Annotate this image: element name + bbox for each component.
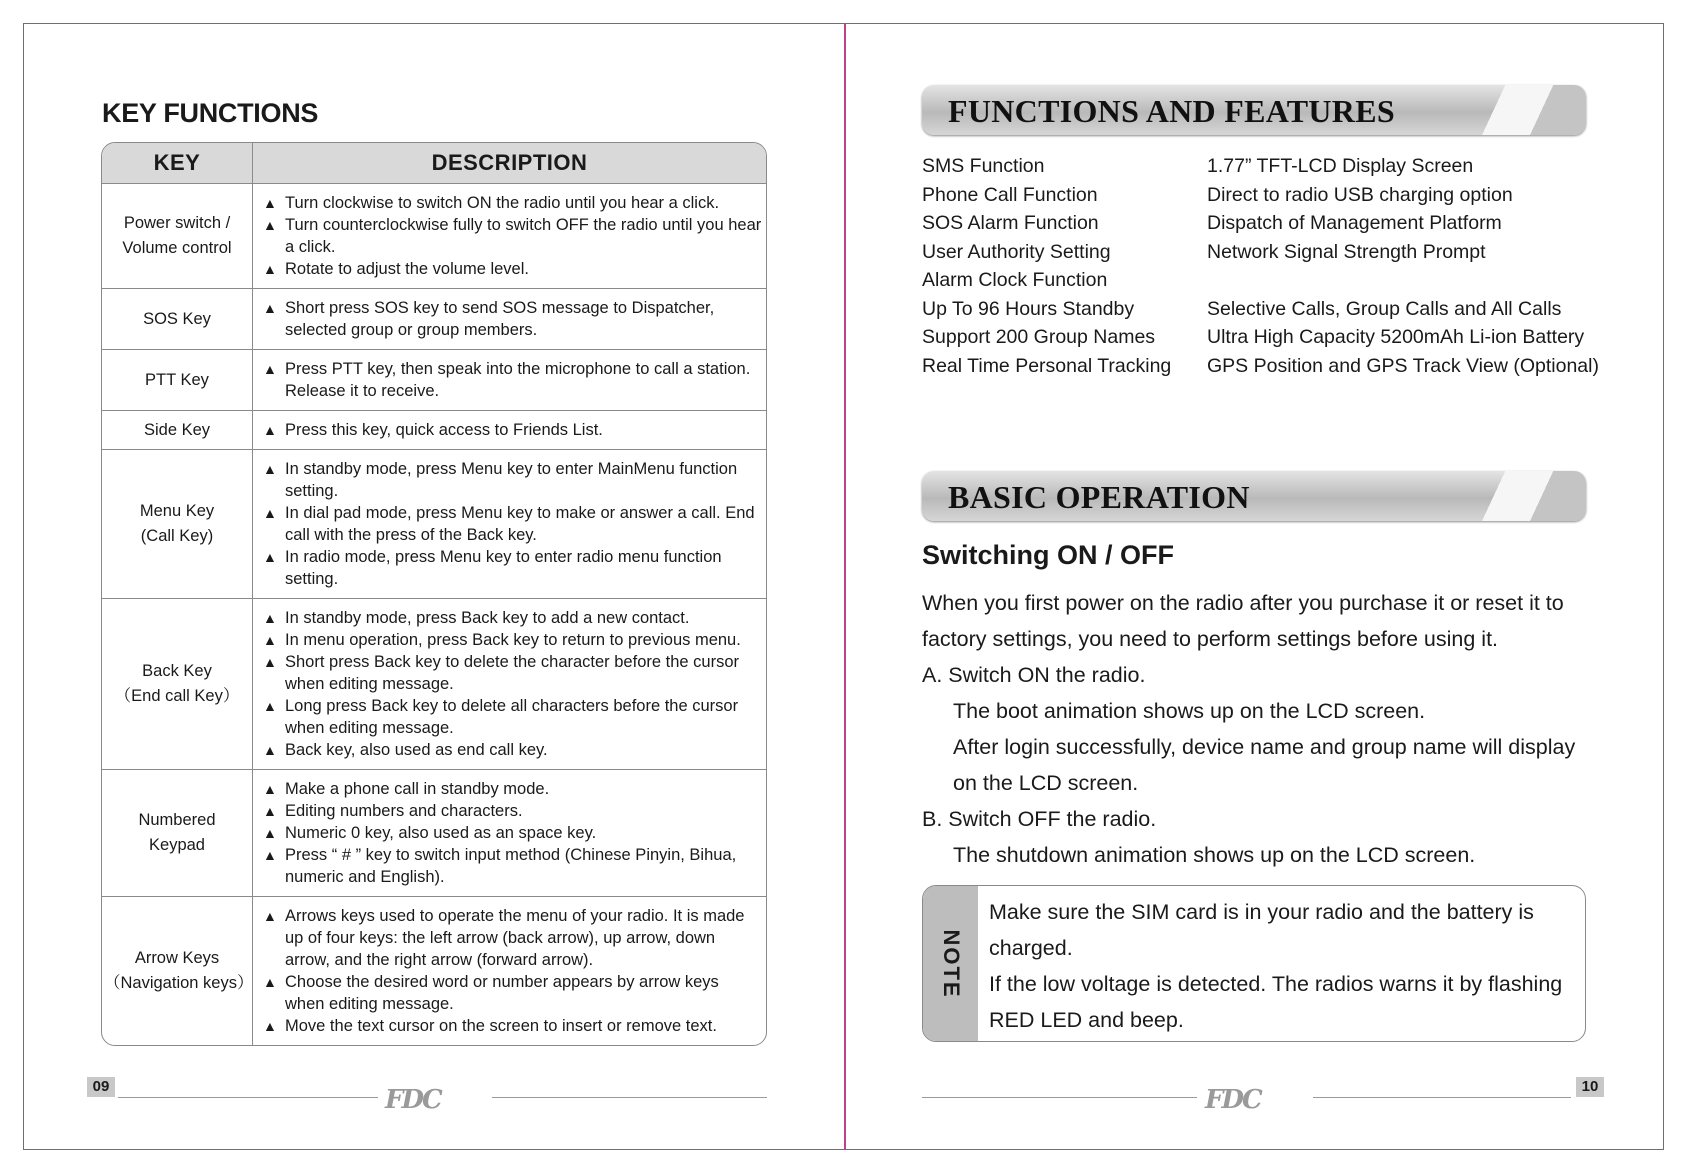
note-line: If the low voltage is detected. The radios warns it by flashing [989,972,1563,996]
triangle-bullet-icon: ▲ [263,781,277,797]
triangle-bullet-icon: ▲ [263,1018,277,1034]
description-bullet [263,358,762,402]
bullet-text: Press this key, quick access to Friends List. [285,421,603,439]
triangle-bullet-icon: ▲ [263,195,277,211]
description-bullet [263,822,762,844]
key-name-cell: Side Key [102,411,253,450]
triangle-bullet-icon: ▲ [263,361,277,377]
footer-rule-left-a [118,1097,378,1098]
description-bullet [263,546,762,590]
description-bullet [263,419,762,441]
description-bullet [263,192,762,214]
bullet-text: Short press SOS key to send SOS message to Dispatcher, selected group or group members. [285,299,715,339]
triangle-bullet-icon: ▲ [263,505,277,521]
note-line: Make sure the SIM card is in your radio and the battery is [989,900,1534,924]
feature-item: Direct to radio USB charging option [1207,183,1513,206]
description-bullet [263,502,762,546]
instruction-line: The boot animation shows up on the LCD screen. [953,699,1426,723]
table-row [102,184,766,289]
bullet-text: Turn clockwise to switch ON the radio until you hear a click. [285,194,720,212]
instruction-line: B. Switch OFF the radio. [922,807,1157,831]
triangle-bullet-icon: ▲ [263,803,277,819]
features-column-1 [922,152,1171,380]
key-description-cell [253,184,766,289]
table-row [102,411,766,450]
key-description-cell [253,350,766,411]
key-description-cell [253,411,766,450]
bullet-text: Turn counterclockwise fully to switch OFF the radio until you hear a click. [285,216,762,256]
key-name-cell: Power switch / Volume control [102,184,253,289]
brand-logo-left: FDC [385,1085,441,1115]
banner-decoration [1476,85,1586,135]
page-divider [844,23,846,1150]
table-row [102,350,766,411]
description-bullet [263,971,762,1015]
key-name-cell: SOS Key [102,289,253,350]
key-description-cell [253,289,766,350]
description-bullet [263,800,762,822]
key-functions-table [101,142,767,1046]
key-name-cell: Numbered Keypad [102,770,253,897]
key-description-cell [253,450,766,599]
key-name-cell: PTT Key [102,350,253,411]
bullet-text: In radio mode, press Menu key to enter radio menu function setting. [285,548,722,588]
key-functions-title: KEY FUNCTIONS [102,98,319,128]
footer-rule-left-b [492,1097,767,1098]
bullet-text: Move the text cursor on the screen to insert or remove text. [285,1017,717,1035]
triangle-bullet-icon: ▲ [263,261,277,277]
triangle-bullet-icon: ▲ [263,632,277,648]
bullet-text: Numeric 0 key, also used as an space key. [285,824,597,842]
basic-operation-banner-title: BASIC OPERATION [948,479,1250,515]
feature-item: Alarm Clock Function [922,269,1108,291]
feature-item: Dispatch of Management Platform [1207,212,1502,234]
feature-item: Support 200 Group Names [922,326,1156,348]
footer-rule-right-b [1313,1097,1571,1098]
feature-item: 1.77” TFT-LCD Display Screen [1207,155,1474,177]
key-name-cell: Arrow Keys （Navigation keys） [102,897,253,1045]
bullet-text: Editing numbers and characters. [285,802,523,820]
triangle-bullet-icon: ▲ [263,422,277,438]
page-number-right: 10 [1576,1077,1604,1097]
triangle-bullet-icon: ▲ [263,974,277,990]
page-number-left: 09 [87,1077,115,1097]
bullet-text: Press PTT key, then speak into the microphone to call a station. Release it to receive. [285,360,751,400]
triangle-bullet-icon: ▲ [263,610,277,626]
banner-decoration [1476,471,1586,521]
bullet-text: Short press Back key to delete the character before the cursor when editing message. [285,653,739,693]
triangle-bullet-icon: ▲ [263,742,277,758]
description-column-header: DESCRIPTION [253,143,766,184]
instruction-line: After login successfully, device name and group name will display [953,735,1576,759]
description-bullet [263,651,762,695]
basic-operation-banner [922,471,1586,521]
description-bullet [263,1015,762,1037]
bullet-text: Make a phone call in standby mode. [285,780,550,798]
bullet-text: In menu operation, press Back key to return to previous menu. [285,631,741,649]
feature-item: Up To 96 Hours Standby [922,297,1135,320]
bullet-text: Arrows keys used to operate the menu of your radio. It is made up of four keys: the left arrow (back arrow), up arrow, down arrow, and the right arrow (forward arrow). [285,907,745,969]
note-tab [923,886,978,1041]
feature-item: User Authority Setting [922,240,1111,263]
description-bullet [263,778,762,800]
note-label: NOTE [938,928,964,999]
table-row [102,770,766,897]
feature-item: Network Signal Strength Prompt [1207,240,1486,263]
description-bullet [263,905,762,971]
feature-item: SMS Function [922,155,1045,177]
bullet-text: Rotate to adjust the volume level. [285,260,529,278]
triangle-bullet-icon: ▲ [263,300,277,316]
triangle-bullet-icon: ▲ [263,217,277,233]
description-bullet [263,607,762,629]
bullet-text: Back key, also used as end call key. [285,741,548,759]
description-bullet [263,629,762,651]
feature-item: Phone Call Function [922,183,1098,206]
triangle-bullet-icon: ▲ [263,847,277,863]
feature-item: SOS Alarm Function [922,212,1099,234]
key-name-cell: Menu Key (Call Key) [102,450,253,599]
description-bullet [263,258,762,280]
key-description-cell [253,770,766,897]
description-bullet [263,739,762,761]
triangle-bullet-icon: ▲ [263,825,277,841]
brand-logo-right: FDC [1205,1085,1261,1115]
instruction-line: When you first power on the radio after you purchase it or reset it to [922,591,1564,615]
feature-item: Real Time Personal Tracking [922,354,1172,377]
triangle-bullet-icon: ▲ [263,654,277,670]
switching-title: Switching ON / OFF [922,540,1174,570]
instruction-line: factory settings, you need to perform settings before using it. [922,627,1499,651]
description-bullet [263,297,762,341]
features-banner [922,85,1586,135]
bullet-text: In standby mode, press Back key to add a new contact. [285,609,690,627]
switching-instructions [922,585,1602,873]
feature-item: GPS Position and GPS Track View (Optional) [1207,354,1599,377]
features-banner-title: FUNCTIONS AND FEATURES [948,93,1395,129]
description-bullet [263,214,762,258]
footer-rule-right-a [922,1097,1197,1098]
key-column-header: KEY [102,143,253,184]
bullet-text: Choose the desired word or number appears by arrow keys when editing message. [285,973,719,1013]
bullet-text: In dial pad mode, press Menu key to make or answer a call. End call with the press of the Back key. [285,504,755,544]
note-line: charged. [989,936,1073,960]
note-text [989,894,1577,1038]
key-description-cell [253,599,766,770]
note-line: RED LED and beep. [989,1008,1184,1032]
bullet-text: Long press Back key to delete all characters before the cursor when editing message. [285,697,739,737]
table-row [102,450,766,599]
table-row [102,599,766,770]
triangle-bullet-icon: ▲ [263,908,277,924]
triangle-bullet-icon: ▲ [263,698,277,714]
table-row [102,897,766,1045]
feature-item [1207,266,1599,295]
bullet-text: Press “ # ” key to switch input method (Chinese Pinyin, Bihua, numeric and English). [285,846,737,886]
table-row [102,289,766,350]
triangle-bullet-icon: ▲ [263,549,277,565]
description-bullet [263,458,762,502]
key-name-cell: Back Key （End call Key） [102,599,253,770]
feature-item: Ultra High Capacity 5200mAh Li-ion Battery [1207,326,1585,348]
feature-item: Selective Calls, Group Calls and All Calls [1207,297,1562,320]
description-bullet [263,844,762,888]
bullet-text: In standby mode, press Menu key to enter MainMenu function setting. [285,460,738,500]
note-box [922,885,1586,1042]
instruction-line: The shutdown animation shows up on the LCD screen. [953,843,1476,867]
instruction-line: on the LCD screen. [953,771,1139,795]
triangle-bullet-icon: ▲ [263,461,277,477]
features-column-2 [1207,152,1599,380]
instruction-line: A. Switch ON the radio. [922,663,1146,687]
description-bullet [263,695,762,739]
key-description-cell [253,897,766,1045]
